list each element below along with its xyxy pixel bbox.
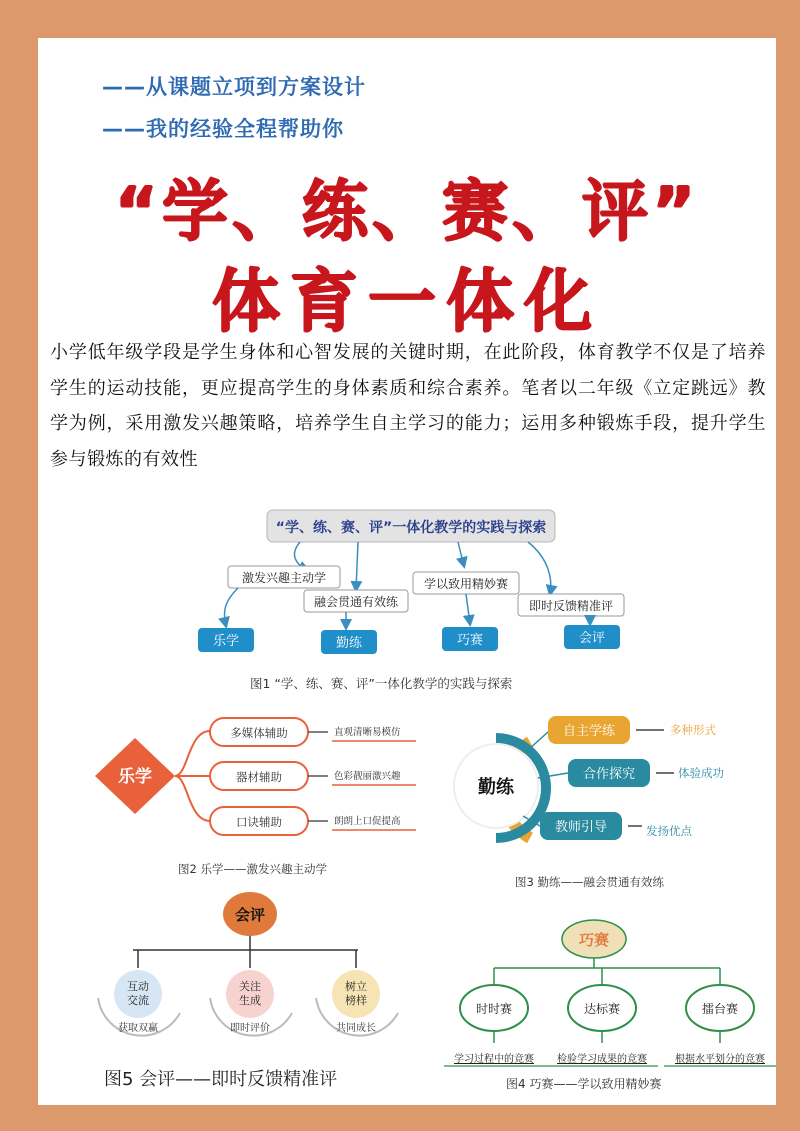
intro-paragraph: 小学低年级学段是学生身体和心智发展的关键时期，在此阶段，体育教学不仅是了培养学生的运动技能，更应提高学生的身体素质和综合素养。笔者以二年级《立定跳远》教学为例，采用激发兴趣策略，培养学生自主学习的能力；运用多种锻炼手段，提升学生参与锻炼的有效性 [50,342,766,470]
fig3-center-label: 勤练 [478,777,514,798]
fig1-box-4-label: 即时反馈精准评 [528,599,614,613]
fig1-box-2-label: 融会贯通有效练 [313,595,399,609]
fig5-item-3-line2: 榜样 [345,994,367,1007]
figure-4 [444,920,776,1091]
fig2-note-1: 直观清晰易模仿 [334,727,401,738]
fig5-note-3: 共同成长 [336,1023,376,1034]
fig2-caption: 图2 乐学——激发兴趣主动学 [178,862,327,876]
figure-1 [198,510,624,691]
fig2-note-2: 色彩靓丽激兴趣 [334,771,401,782]
fig2-item-1-label: 多媒体辅助 [230,726,288,740]
fig1-leaf-1-label: 乐学 [212,634,240,649]
fig2-item-2-label: 器材辅助 [236,770,282,784]
fig4-note-2: 检验学习成果的竞赛 [557,1054,647,1065]
figure-5 [98,892,398,1090]
fig3-note-3: 发扬优点 [646,824,692,838]
fig1-leaf-3-label: 巧赛 [456,633,484,648]
subtitle-2: ——我的经验全程帮助你 [102,117,344,141]
fig3-note-2: 体验成功 [678,766,724,780]
fig1-caption: 图1 “学、练、赛、评”一体化教学的实践与探索 [250,676,513,691]
fig1-leaf-4-label: 会评 [578,631,606,646]
fig5-item-3-line1: 树立 [345,980,367,993]
fig4-item-2-label: 达标赛 [583,1002,621,1016]
fig5-note-1: 获取双赢 [118,1023,158,1034]
fig4-note-1: 学习过程中的竞赛 [454,1054,534,1065]
fig4-item-3-label: 擂台赛 [701,1002,739,1016]
fig5-item-2-line1: 关注 [239,980,261,993]
figure-3 [454,716,724,889]
fig1-box-1-label: 激发兴趣主动学 [241,571,327,585]
fig3-item-2-label: 合作探究 [582,767,636,782]
fig5-item-2-line2: 生成 [239,994,261,1007]
fig3-caption: 图3 勤练——融会贯通有效练 [515,875,664,889]
fig3-item-1-label: 自主学练 [562,724,616,739]
fig4-note-3: 根据水平划分的竞赛 [675,1054,765,1065]
poster-page [38,38,776,1105]
fig2-note-3: 朗朗上口促提高 [334,816,401,827]
fig4-item-1-label: 时时赛 [475,1002,513,1016]
subtitle-1: ——从课题立项到方案设计 [102,75,366,99]
title-line-1: “学、练、赛、评” [114,173,700,250]
fig1-box-3-label: 学以致用精妙赛 [423,577,509,591]
fig1-top-label: “学、练、赛、评”一体化教学的实践与探索 [275,520,547,536]
fig3-item-3-label: 教师引导 [554,820,608,835]
figure-2 [95,718,416,876]
figures-canvas [38,38,776,1105]
fig3-note-1: 多种形式 [670,723,716,737]
fig5-top-label: 会评 [234,906,266,924]
fig5-note-2: 即时评价 [230,1023,270,1034]
fig5-item-1-line2: 交流 [127,994,149,1007]
fig5-caption: 图5 会评——即时反馈精准评 [104,1069,338,1090]
fig4-top-label: 巧赛 [578,931,610,949]
fig1-leaf-2-label: 勤练 [335,636,363,651]
fig2-center-label: 乐学 [118,767,152,787]
fig4-caption: 图4 巧赛——学以致用精妙赛 [506,1077,662,1091]
fig5-item-1-line1: 互动 [127,980,149,993]
fig2-item-3-label: 口诀辅助 [236,815,282,829]
title-line-2: 体育一体化 [211,263,602,342]
